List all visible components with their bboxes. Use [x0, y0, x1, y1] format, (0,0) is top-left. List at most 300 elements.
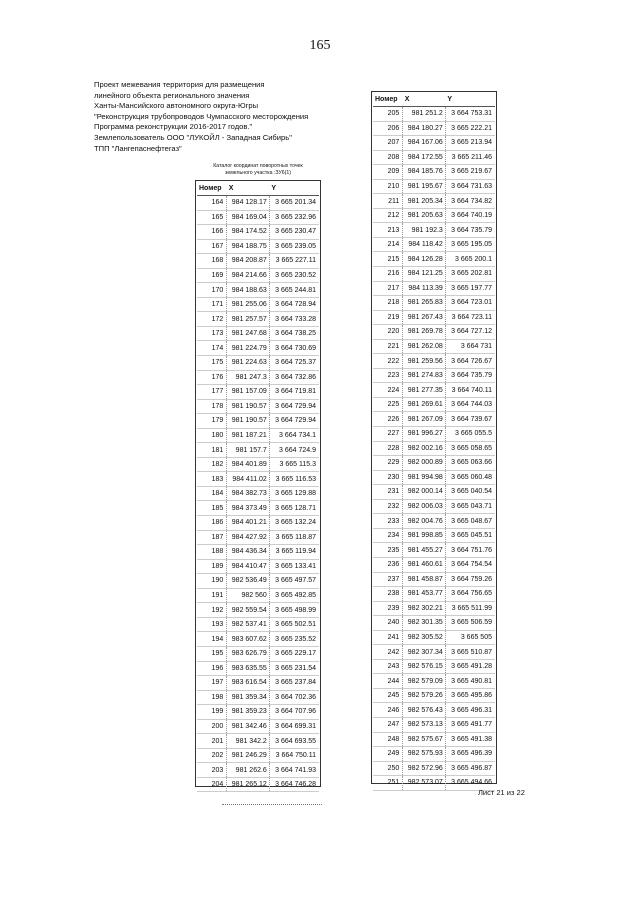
x-coordinate-cell: 981 224.63 — [227, 356, 270, 371]
x-coordinate-cell: 981 190.57 — [227, 414, 270, 429]
y-coordinate-cell: 3 664 726.67 — [445, 354, 495, 369]
header-line: линейного объекта регионального значения — [94, 90, 250, 100]
x-coordinate-cell: 981 342.2 — [227, 734, 270, 749]
point-number-cell: 245 — [373, 688, 403, 703]
point-number-cell: 249 — [373, 747, 403, 762]
x-coordinate-cell: 983 607.62 — [227, 632, 270, 647]
y-coordinate-cell: 3 665 491.28 — [445, 659, 495, 674]
x-coordinate-cell: 981 267.43 — [403, 310, 446, 325]
catalog-title-line: земельного участка :ЗУ6(1) — [225, 170, 291, 176]
table-row — [197, 326, 319, 341]
y-coordinate-cell: 3 665 511.99 — [445, 601, 495, 616]
x-coordinate-cell: 982 004.76 — [403, 514, 446, 529]
y-coordinate-cell: 3 665 118.87 — [269, 530, 319, 545]
table-row — [373, 165, 495, 180]
point-number-cell: 180 — [197, 428, 227, 443]
point-number-cell: 250 — [373, 761, 403, 776]
x-coordinate-cell: 984 172.55 — [403, 150, 446, 165]
y-coordinate-cell: 3 665 491.77 — [445, 717, 495, 732]
y-coordinate-cell: 3 664 719.81 — [269, 385, 319, 400]
table-row — [197, 486, 319, 501]
point-number-cell: 172 — [197, 312, 227, 327]
point-number-cell: 240 — [373, 616, 403, 631]
x-coordinate-cell: 981 455.27 — [403, 543, 446, 558]
point-number-cell: 244 — [373, 674, 403, 689]
coordinates-table-left — [197, 181, 319, 792]
y-coordinate-cell: 3 665 213.94 — [445, 136, 495, 151]
table-row — [197, 603, 319, 618]
table-row — [373, 223, 495, 238]
x-coordinate-cell: 981 996.27 — [403, 427, 446, 442]
column-header-number: Номер — [373, 92, 403, 107]
x-coordinate-cell: 984 401.89 — [227, 457, 270, 472]
table-row — [373, 252, 495, 267]
x-coordinate-cell: 981 192.3 — [403, 223, 446, 238]
point-number-cell: 246 — [373, 703, 403, 718]
table-row — [197, 545, 319, 560]
y-coordinate-cell: 3 665 132.24 — [269, 516, 319, 531]
x-coordinate-cell: 981 262.08 — [403, 339, 446, 354]
x-coordinate-cell: 982 576.43 — [403, 703, 446, 718]
table-row — [373, 528, 495, 543]
y-coordinate-cell: 3 665 115.3 — [269, 457, 319, 472]
table-row — [197, 646, 319, 661]
point-number-cell: 237 — [373, 572, 403, 587]
point-number-cell: 218 — [373, 296, 403, 311]
y-coordinate-cell: 3 665 496.31 — [445, 703, 495, 718]
table-row — [197, 385, 319, 400]
y-coordinate-cell: 3 665 195.05 — [445, 237, 495, 252]
catalog-title — [198, 163, 318, 177]
table-row — [197, 676, 319, 691]
point-number-cell: 217 — [373, 281, 403, 296]
coordinates-table-right-body — [373, 107, 495, 791]
point-number-cell: 235 — [373, 543, 403, 558]
y-coordinate-cell: 3 665 490.81 — [445, 674, 495, 689]
point-number-cell: 247 — [373, 717, 403, 732]
table-row — [373, 354, 495, 369]
table-row — [197, 283, 319, 298]
x-coordinate-cell: 981 458.87 — [403, 572, 446, 587]
x-coordinate-cell: 981 205.63 — [403, 208, 446, 223]
x-coordinate-cell: 981 265.83 — [403, 296, 446, 311]
point-number-cell: 213 — [373, 223, 403, 238]
table-row — [373, 747, 495, 762]
x-coordinate-cell: 984 126.28 — [403, 252, 446, 267]
table-row — [373, 339, 495, 354]
x-coordinate-cell: 984 128.17 — [227, 196, 270, 211]
x-coordinate-cell: 981 187.21 — [227, 428, 270, 443]
table-row — [373, 397, 495, 412]
x-coordinate-cell: 981 998.85 — [403, 528, 446, 543]
x-coordinate-cell: 984 167.06 — [403, 136, 446, 151]
table-row — [197, 443, 319, 458]
x-coordinate-cell: 984 169.04 — [227, 210, 270, 225]
point-number-cell: 170 — [197, 283, 227, 298]
x-coordinate-cell: 981 157.7 — [227, 443, 270, 458]
y-coordinate-cell: 3 665 498.99 — [269, 603, 319, 618]
table-row — [197, 428, 319, 443]
table-row — [373, 237, 495, 252]
y-coordinate-cell: 3 664 735.79 — [445, 368, 495, 383]
point-number-cell: 200 — [197, 719, 227, 734]
header-line: "Реконструкция трубопроводов Чумпасского месторождения — [94, 111, 309, 121]
catalog-title-line: Каталог координат поворотных точек — [213, 163, 303, 169]
x-coordinate-cell: 982 572.96 — [403, 761, 446, 776]
x-coordinate-cell: 982 302.21 — [403, 601, 446, 616]
header-line: Ханты-Мансийского автономного округа-Югры — [94, 101, 259, 111]
table-row — [197, 268, 319, 283]
table-row — [197, 763, 319, 778]
point-number-cell: 222 — [373, 354, 403, 369]
y-coordinate-cell: 3 664 740.19 — [445, 208, 495, 223]
x-coordinate-cell: 982 575.93 — [403, 747, 446, 762]
header-line: Землепользователь ООО "ЛУКОЙЛ - Западная Сибирь" — [94, 132, 292, 142]
x-coordinate-cell: 981 359.34 — [227, 690, 270, 705]
table-row — [373, 514, 495, 529]
x-coordinate-cell: 981 460.61 — [403, 557, 446, 572]
y-coordinate-cell: 3 664 740.11 — [445, 383, 495, 398]
x-coordinate-cell: 984 373.49 — [227, 501, 270, 516]
x-coordinate-cell: 984 427.92 — [227, 530, 270, 545]
x-coordinate-cell: 984 382.73 — [227, 486, 270, 501]
point-number-cell: 176 — [197, 370, 227, 385]
point-number-cell: 216 — [373, 267, 403, 282]
y-coordinate-cell: 3 664 723.01 — [445, 296, 495, 311]
table-row — [197, 661, 319, 676]
x-coordinate-cell: 982 006.03 — [403, 499, 446, 514]
x-coordinate-cell: 984 185.76 — [403, 165, 446, 180]
table-row — [197, 777, 319, 792]
table-row — [197, 225, 319, 240]
y-coordinate-cell: 3 665 505 — [445, 630, 495, 645]
point-number-cell: 211 — [373, 194, 403, 209]
point-number-cell: 248 — [373, 732, 403, 747]
y-coordinate-cell: 3 665 237.84 — [269, 676, 319, 691]
point-number-cell: 189 — [197, 559, 227, 574]
y-coordinate-cell: 3 665 244.81 — [269, 283, 319, 298]
x-coordinate-cell: 981 269.61 — [403, 397, 446, 412]
column-header-y: Y — [445, 92, 495, 107]
x-coordinate-cell: 982 573.13 — [403, 717, 446, 732]
table-row — [373, 645, 495, 660]
y-coordinate-cell: 3 665 201.34 — [269, 196, 319, 211]
x-coordinate-cell: 982 536.49 — [227, 574, 270, 589]
x-coordinate-cell: 984 401.21 — [227, 516, 270, 531]
x-coordinate-cell: 982 579.26 — [403, 688, 446, 703]
point-number-cell: 202 — [197, 748, 227, 763]
y-coordinate-cell: 3 665 128.71 — [269, 501, 319, 516]
y-coordinate-cell: 3 665 222.21 — [445, 121, 495, 136]
y-coordinate-cell: 3 664 725.37 — [269, 356, 319, 371]
point-number-cell: 239 — [373, 601, 403, 616]
x-coordinate-cell: 982 000.14 — [403, 485, 446, 500]
point-number-cell: 229 — [373, 456, 403, 471]
point-number-cell: 184 — [197, 486, 227, 501]
x-coordinate-cell: 981 265.12 — [227, 777, 270, 792]
y-coordinate-cell: 3 664 754.54 — [445, 557, 495, 572]
table-row — [197, 617, 319, 632]
x-coordinate-cell: 984 113.39 — [403, 281, 446, 296]
y-coordinate-cell: 3 665 133.41 — [269, 559, 319, 574]
x-coordinate-cell: 982 305.52 — [403, 630, 446, 645]
x-coordinate-cell: 981 157.09 — [227, 385, 270, 400]
y-coordinate-cell: 3 665 510.87 — [445, 645, 495, 660]
point-number-cell: 225 — [373, 397, 403, 412]
point-number-cell: 231 — [373, 485, 403, 500]
y-coordinate-cell: 3 665 492.85 — [269, 588, 319, 603]
point-number-cell: 241 — [373, 630, 403, 645]
point-number-cell: 232 — [373, 499, 403, 514]
table-row — [197, 734, 319, 749]
y-coordinate-cell: 3 665 494.66 — [445, 776, 495, 791]
y-coordinate-cell: 3 665 232.96 — [269, 210, 319, 225]
x-coordinate-cell: 982 000.89 — [403, 456, 446, 471]
point-number-cell: 171 — [197, 297, 227, 312]
table-row — [373, 194, 495, 209]
table-row — [373, 208, 495, 223]
y-coordinate-cell: 3 665 497.57 — [269, 574, 319, 589]
y-coordinate-cell: 3 664 746.28 — [269, 777, 319, 792]
y-coordinate-cell: 3 665 235.52 — [269, 632, 319, 647]
y-coordinate-cell: 3 664 744.03 — [445, 397, 495, 412]
point-number-cell: 201 — [197, 734, 227, 749]
x-coordinate-cell: 981 195.67 — [403, 179, 446, 194]
y-coordinate-cell: 3 665 495.86 — [445, 688, 495, 703]
x-coordinate-cell: 982 002.16 — [403, 441, 446, 456]
table-row — [373, 485, 495, 500]
y-coordinate-cell: 3 664 734.1 — [269, 428, 319, 443]
y-coordinate-cell: 3 665 116.53 — [269, 472, 319, 487]
point-number-cell: 233 — [373, 514, 403, 529]
table-row — [197, 530, 319, 545]
y-coordinate-cell: 3 664 759.26 — [445, 572, 495, 587]
bottom-rule — [222, 804, 322, 805]
table-header-row — [373, 92, 495, 107]
point-number-cell: 238 — [373, 587, 403, 602]
y-coordinate-cell: 3 665 055.5 — [445, 427, 495, 442]
table-row — [197, 239, 319, 254]
x-coordinate-cell: 982 575.67 — [403, 732, 446, 747]
point-number-cell: 204 — [197, 777, 227, 792]
y-coordinate-cell: 3 665 063.66 — [445, 456, 495, 471]
point-number-cell: 182 — [197, 457, 227, 472]
y-coordinate-cell: 3 664 732.86 — [269, 370, 319, 385]
point-number-cell: 227 — [373, 427, 403, 442]
point-number-cell: 195 — [197, 646, 227, 661]
x-coordinate-cell: 981 205.34 — [403, 194, 446, 209]
x-coordinate-cell: 984 180.27 — [403, 121, 446, 136]
x-coordinate-cell: 982 576.15 — [403, 659, 446, 674]
y-coordinate-cell: 3 664 750.11 — [269, 748, 319, 763]
point-number-cell: 251 — [373, 776, 403, 791]
header-line: Программа реконструкции 2016-2017 годов." — [94, 122, 253, 132]
table-row — [373, 776, 495, 791]
x-coordinate-cell: 982 537.41 — [227, 617, 270, 632]
point-number-cell: 208 — [373, 150, 403, 165]
table-row — [373, 150, 495, 165]
point-number-cell: 226 — [373, 412, 403, 427]
point-number-cell: 228 — [373, 441, 403, 456]
x-coordinate-cell: 984 118.42 — [403, 237, 446, 252]
x-coordinate-cell: 981 262.6 — [227, 763, 270, 778]
point-number-cell: 173 — [197, 326, 227, 341]
table-row — [197, 559, 319, 574]
x-coordinate-cell: 984 214.66 — [227, 268, 270, 283]
table-row — [373, 179, 495, 194]
point-number-cell: 199 — [197, 705, 227, 720]
table-row — [373, 121, 495, 136]
x-coordinate-cell: 981 247.3 — [227, 370, 270, 385]
y-coordinate-cell: 3 665 491.38 — [445, 732, 495, 747]
table-row — [197, 705, 319, 720]
y-coordinate-cell: 3 665 230.52 — [269, 268, 319, 283]
y-coordinate-cell: 3 665 197.77 — [445, 281, 495, 296]
y-coordinate-cell: 3 664 734.82 — [445, 194, 495, 209]
y-coordinate-cell: 3 664 738.25 — [269, 326, 319, 341]
table-row — [197, 312, 319, 327]
x-coordinate-cell: 981 269.78 — [403, 325, 446, 340]
column-header-number: Номер — [197, 181, 227, 196]
y-coordinate-cell: 3 665 230.47 — [269, 225, 319, 240]
x-coordinate-cell: 984 174.52 — [227, 225, 270, 240]
y-coordinate-cell: 3 664 756.65 — [445, 587, 495, 602]
y-coordinate-cell: 3 664 727.12 — [445, 325, 495, 340]
table-row — [197, 748, 319, 763]
point-number-cell: 214 — [373, 237, 403, 252]
point-number-cell: 243 — [373, 659, 403, 674]
point-number-cell: 165 — [197, 210, 227, 225]
table-row — [197, 341, 319, 356]
project-header — [94, 80, 344, 154]
y-coordinate-cell: 3 665 502.51 — [269, 617, 319, 632]
y-coordinate-cell: 3 664 702.36 — [269, 690, 319, 705]
point-number-cell: 174 — [197, 341, 227, 356]
point-number-cell: 190 — [197, 574, 227, 589]
table-row — [373, 703, 495, 718]
table-row — [373, 616, 495, 631]
point-number-cell: 186 — [197, 516, 227, 531]
point-number-cell: 215 — [373, 252, 403, 267]
y-coordinate-cell: 3 665 119.94 — [269, 545, 319, 560]
point-number-cell: 192 — [197, 603, 227, 618]
point-number-cell: 230 — [373, 470, 403, 485]
point-number-cell: 203 — [197, 763, 227, 778]
x-coordinate-cell: 982 559.54 — [227, 603, 270, 618]
table-row — [197, 457, 319, 472]
y-coordinate-cell: 3 665 060.48 — [445, 470, 495, 485]
table-row — [373, 427, 495, 442]
sheet-footer: Лист 21 из 22 — [478, 788, 525, 797]
y-coordinate-cell: 3 665 200.1 — [445, 252, 495, 267]
point-number-cell: 167 — [197, 239, 227, 254]
point-number-cell: 196 — [197, 661, 227, 676]
table-row — [373, 470, 495, 485]
point-number-cell: 236 — [373, 557, 403, 572]
point-number-cell: 219 — [373, 310, 403, 325]
header-line: Проект межевания территория для размещения — [94, 80, 265, 89]
x-coordinate-cell: 984 121.25 — [403, 267, 446, 282]
y-coordinate-cell: 3 664 729.94 — [269, 399, 319, 414]
point-number-cell: 187 — [197, 530, 227, 545]
y-coordinate-cell: 3 665 202.81 — [445, 267, 495, 282]
point-number-cell: 166 — [197, 225, 227, 240]
point-number-cell: 197 — [197, 676, 227, 691]
coordinates-table-left-body — [197, 196, 319, 792]
y-coordinate-cell: 3 664 730.69 — [269, 341, 319, 356]
table-row — [197, 196, 319, 211]
table-header-row — [197, 181, 319, 196]
point-number-cell: 169 — [197, 268, 227, 283]
point-number-cell: 210 — [373, 179, 403, 194]
table-row — [373, 441, 495, 456]
table-row — [373, 383, 495, 398]
table-row — [373, 325, 495, 340]
table-row — [197, 356, 319, 371]
table-row — [373, 761, 495, 776]
table-row — [197, 690, 319, 705]
x-coordinate-cell: 984 410.47 — [227, 559, 270, 574]
point-number-cell: 220 — [373, 325, 403, 340]
y-coordinate-cell: 3 664 753.31 — [445, 107, 495, 122]
table-row — [197, 632, 319, 647]
table-row — [373, 499, 495, 514]
x-coordinate-cell: 981 274.83 — [403, 368, 446, 383]
point-number-cell: 212 — [373, 208, 403, 223]
point-number-cell: 175 — [197, 356, 227, 371]
table-row — [373, 310, 495, 325]
y-coordinate-cell: 3 665 496.39 — [445, 747, 495, 762]
table-row — [373, 674, 495, 689]
x-coordinate-cell: 983 635.55 — [227, 661, 270, 676]
point-number-cell: 205 — [373, 107, 403, 122]
x-coordinate-cell: 982 560 — [227, 588, 270, 603]
table-row — [373, 732, 495, 747]
x-coordinate-cell: 981 257.57 — [227, 312, 270, 327]
table-row — [373, 717, 495, 732]
y-coordinate-cell: 3 664 739.67 — [445, 412, 495, 427]
x-coordinate-cell: 982 307.34 — [403, 645, 446, 660]
point-number-cell: 191 — [197, 588, 227, 603]
x-coordinate-cell: 981 224.79 — [227, 341, 270, 356]
point-number-cell: 181 — [197, 443, 227, 458]
y-coordinate-cell: 3 664 723.11 — [445, 310, 495, 325]
x-coordinate-cell: 984 188.63 — [227, 283, 270, 298]
y-coordinate-cell: 3 664 707.96 — [269, 705, 319, 720]
table-row — [197, 297, 319, 312]
table-row — [373, 456, 495, 471]
table-row — [197, 399, 319, 414]
point-number-cell: 194 — [197, 632, 227, 647]
x-coordinate-cell: 981 453.77 — [403, 587, 446, 602]
x-coordinate-cell: 981 246.29 — [227, 748, 270, 763]
y-coordinate-cell: 3 665 506.59 — [445, 616, 495, 631]
x-coordinate-cell: 981 267.09 — [403, 412, 446, 427]
x-coordinate-cell: 982 579.09 — [403, 674, 446, 689]
x-coordinate-cell: 981 255.06 — [227, 297, 270, 312]
x-coordinate-cell: 984 411.02 — [227, 472, 270, 487]
table-row — [197, 719, 319, 734]
column-header-x: X — [227, 181, 270, 196]
table-row — [197, 472, 319, 487]
x-coordinate-cell: 984 208.87 — [227, 254, 270, 269]
table-row — [197, 574, 319, 589]
y-coordinate-cell: 3 665 229.17 — [269, 646, 319, 661]
column-header-x: X — [403, 92, 446, 107]
x-coordinate-cell: 981 190.57 — [227, 399, 270, 414]
x-coordinate-cell: 981 247.68 — [227, 326, 270, 341]
y-coordinate-cell: 3 665 231.54 — [269, 661, 319, 676]
